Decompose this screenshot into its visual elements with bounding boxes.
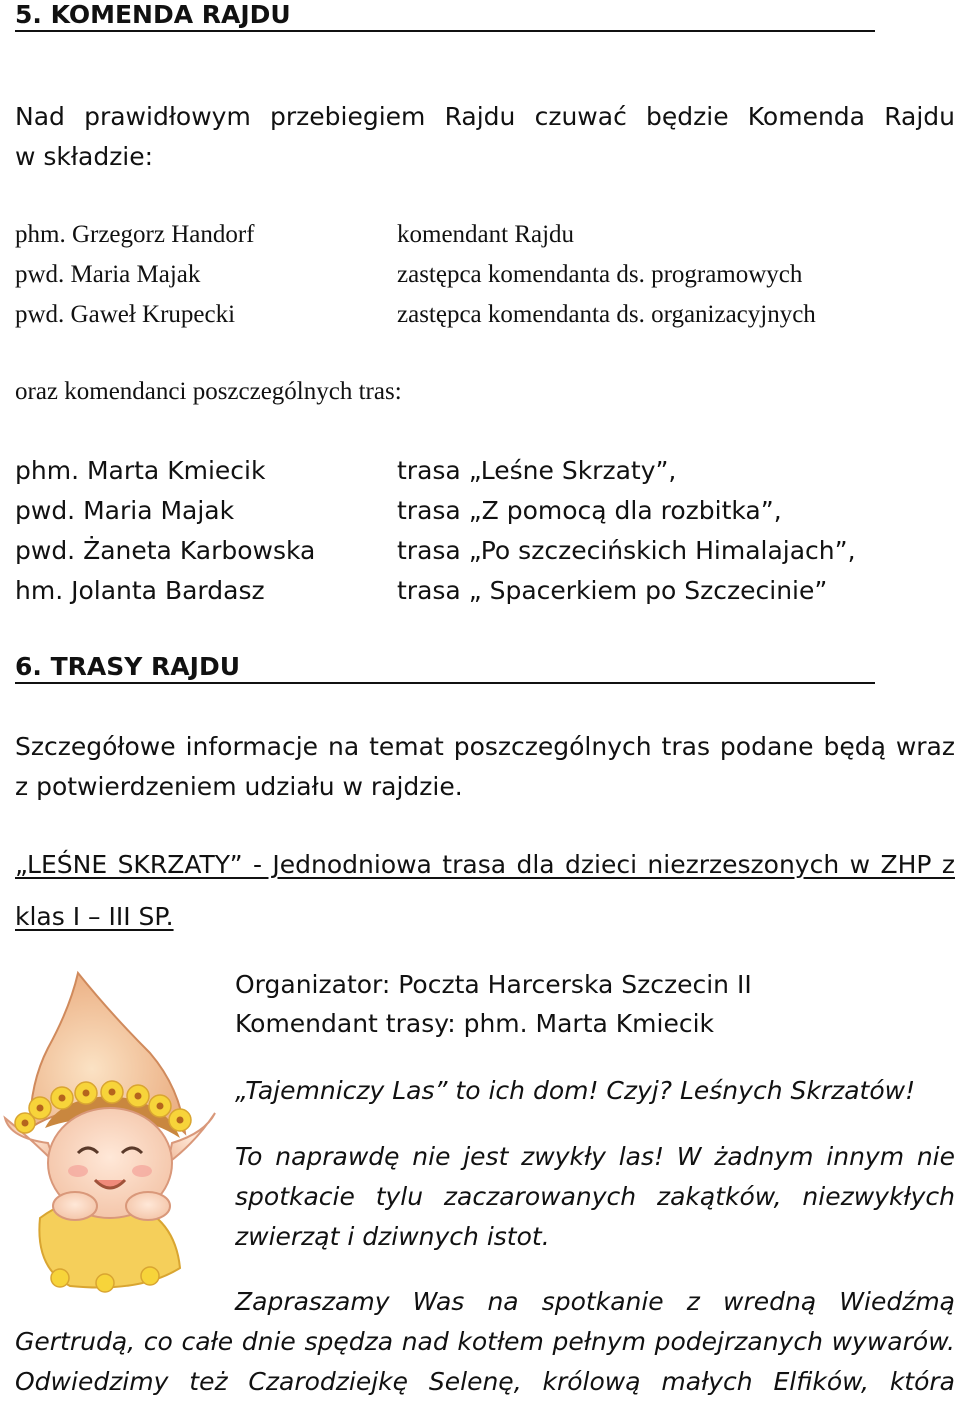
- route-organizer: Organizator: Poczta Harcerska Szczecin II: [235, 970, 752, 999]
- section-6-intro-line-2: z potwierdzeniem udziału w rajdzie.: [15, 772, 463, 801]
- staff-role: komendant Rajdu: [397, 221, 575, 248]
- route-tagline: „Tajemniczy Las” to ich dom! Czyj? Leśnych Skrzatów!: [235, 1076, 916, 1105]
- route-leaders-intro: oraz komendanci poszczególnych tras:: [15, 378, 402, 405]
- route-invite: [15, 1322, 955, 1402]
- staff-role: zastępca komendanta ds. programowych: [397, 261, 803, 288]
- route-title-line-1: „LEŚNE SKRZATY” - Jednodniowa trasa dla dzieci niezrzeszonych w ZHP z: [15, 850, 955, 879]
- route-leader-route: trasa „Leśne Skrzaty”,: [397, 456, 677, 485]
- route-invite-line: Odwiedzimy też Czarodziejkę Selenę, królową małych Elfików, która: [15, 1367, 955, 1396]
- staff-name: phm. Grzegorz Handorf: [15, 221, 255, 248]
- route-leader-name: pwd. Żaneta Karbowska: [15, 536, 316, 565]
- section-5-intro-line-2: w składzie:: [15, 142, 154, 171]
- route-invite-first-line: [235, 1282, 955, 1322]
- staff-list: [15, 215, 955, 335]
- route-leader-route: trasa „Z pomocą dla rozbitka”,: [397, 496, 782, 525]
- route-invite-line: Zapraszamy Was na spotkanie z wredną Wiedźmą: [235, 1287, 955, 1316]
- staff-role: zastępca komendanta ds. organizacyjnych: [397, 301, 816, 328]
- route-leaders-list: [15, 451, 955, 611]
- route-description-line: zwierząt i dziwnych istot.: [235, 1222, 550, 1251]
- route-leader-name: pwd. Maria Majak: [15, 496, 235, 525]
- route-leader-name: phm. Marta Kmiecik: [15, 456, 266, 485]
- route-title-line-2: klas I – III SP.: [15, 902, 174, 931]
- section-6-heading: 6. TRASY RAJDU: [15, 652, 875, 684]
- gnome-hand-right: [126, 1192, 170, 1220]
- staff-name: pwd. Maria Majak: [15, 261, 201, 288]
- gnome-cheek-left: [68, 1165, 88, 1177]
- route-leader-route: trasa „Po szczecińskich Himalajach”,: [397, 536, 856, 565]
- gnome-hand-left: [53, 1192, 97, 1220]
- gnome-elf-illustration: [0, 968, 230, 1298]
- route-title: [15, 845, 955, 937]
- route-invite-line: Gertrudą, co całe dnie spędza nad kotłem pełnym podejrzanych wywarów.: [15, 1327, 955, 1356]
- section-5-intro-line-1: Nad prawidłowym przebiegiem Rajdu czuwać będzie Komenda Rajdu: [15, 102, 955, 131]
- gnome-cheek-right: [132, 1165, 152, 1177]
- section-5-heading: 5. KOMENDA RAJDU: [15, 0, 875, 32]
- route-description-line: To naprawdę nie jest zwykły las! W żadnym innym nie: [235, 1142, 955, 1171]
- staff-name: pwd. Gaweł Krupecki: [15, 301, 236, 328]
- route-leader-route: trasa „ Spacerkiem po Szczecinie”: [397, 576, 828, 605]
- route-leader-name: hm. Jolanta Bardasz: [15, 576, 265, 605]
- route-description-line: spotkacie tylu zaczarowanych zakątków, niezwykłych: [235, 1182, 955, 1211]
- route-description: [235, 1137, 955, 1257]
- route-leader: Komendant trasy: phm. Marta Kmiecik: [235, 1009, 715, 1038]
- section-6-intro-line-1: Szczegółowe informacje na temat poszczególnych tras podane będą wraz: [15, 732, 955, 761]
